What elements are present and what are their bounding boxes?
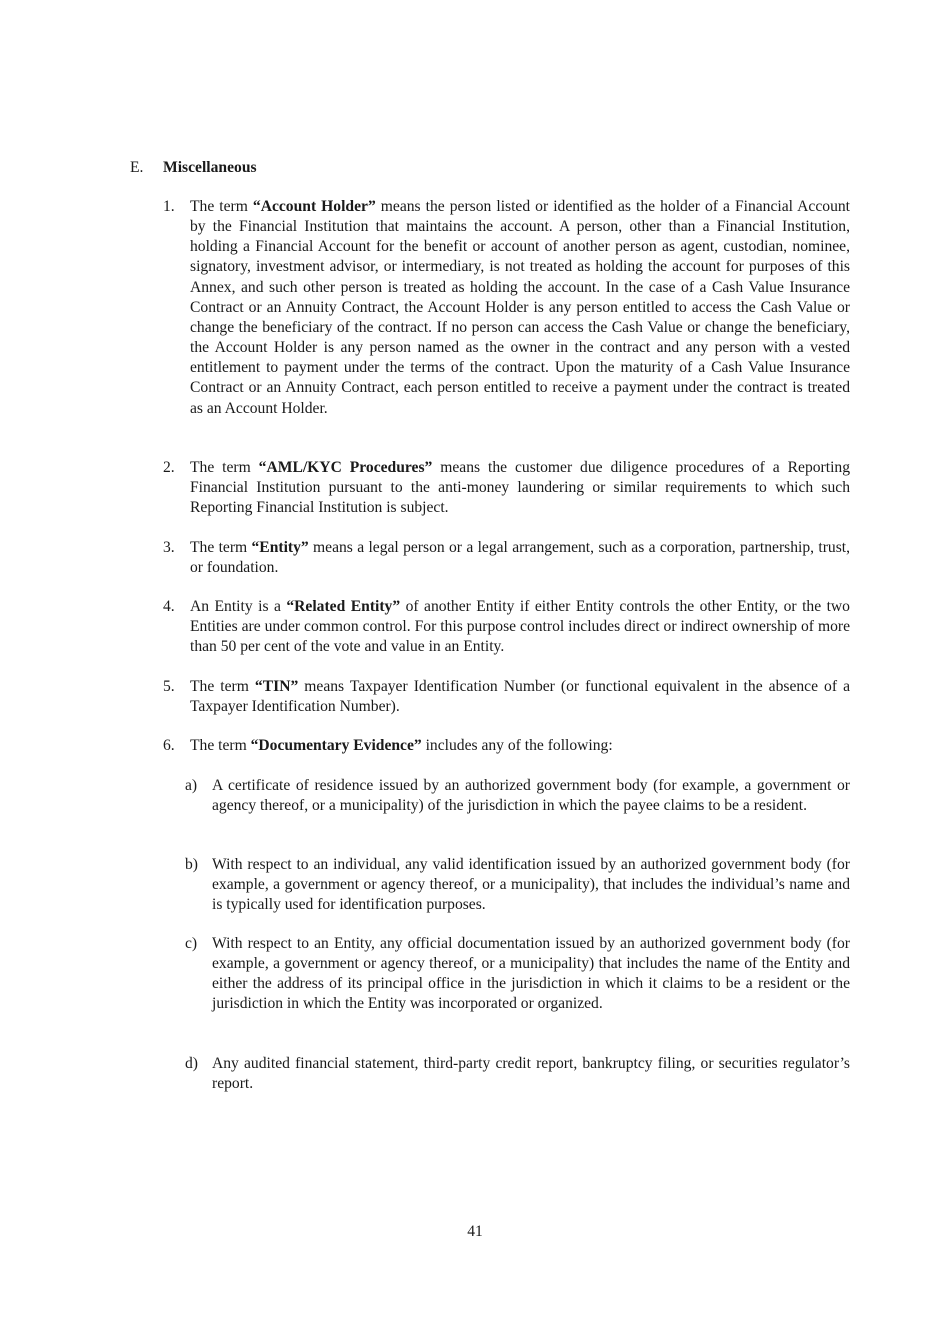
item-number: 3. — [163, 539, 175, 556]
evidence-subitem-a — [185, 776, 850, 816]
item-body-text: means Taxpayer Identification Number (or functional equivalent in the absence of a Taxpayer Identification Number). — [190, 678, 850, 716]
defined-term: “TIN” — [254, 678, 299, 695]
item-number: 6. — [163, 737, 175, 754]
defined-term: “Entity” — [251, 539, 309, 556]
defined-term: “Documentary Evidence” — [250, 737, 422, 754]
subitem-letter: b) — [185, 856, 198, 873]
item-lead-text: An Entity is a — [190, 598, 287, 615]
item-lead-text: The term — [190, 539, 252, 556]
evidence-subitem-b — [185, 855, 850, 915]
item-lead-text: The term — [190, 678, 255, 695]
defined-term: “Related Entity” — [286, 598, 401, 615]
item-body-text: of another Entity if either Entity controls the other Entity, or the two Entities are under common control. For this purpose control includes direct or indirect ownership of more than 50 per cent of the vote and value in an Entity. — [190, 598, 850, 656]
subitem-letter: d) — [185, 1055, 198, 1072]
evidence-subitem-c — [185, 934, 850, 1015]
subitem-letter: c) — [185, 935, 198, 952]
defined-term: “AML/KYC Procedures” — [258, 459, 433, 476]
definition-item-documentary-evidence — [163, 736, 850, 756]
section-letter: E. — [130, 159, 144, 176]
defined-term: “Account Holder” — [252, 198, 376, 215]
definition-item-tin — [163, 677, 850, 717]
subitem-text: With respect to an individual, any valid identification issued by an authorized government body (for example, a government or agency thereof, or a municipality), that includes the individual’s name and is typically used for identification purposes. — [212, 856, 850, 914]
subitem-text: Any audited financial statement, third-party credit report, bankruptcy filing, or securities regulator’s report. — [212, 1055, 850, 1093]
item-body-text: includes any of the following: — [421, 737, 613, 754]
item-number: 4. — [163, 598, 175, 615]
evidence-subitem-d — [185, 1054, 850, 1094]
subitem-text: A certificate of residence issued by an authorized government body (for example, a government or agency thereof, or a municipality) of the jurisdiction in which the payee claims to be a resident. — [212, 777, 850, 815]
item-lead-text: The term — [190, 459, 259, 476]
item-body-text: means the person listed or identified as the holder of a Financial Account by the Financial Institution that maintains the account. A person, other than a Financial Institution, holding a Financial Account for the benefit or account of another person as agent, custodian, nominee, signatory, investment advisor, or intermediary, is not treated as holding the account for purposes of this Annex, and such other person is treated as holding the account. In the case of a Cash Value Insurance Contract or an Annuity Contract, the Account Holder is any person entitled to access the Cash Value or change the beneficiary of the contract. If no person can access the Cash Value or change the beneficiary, the Account Holder is any person named as the owner in the contract and any person with a vested entitlement to payment under the terms of the contract. Upon the maturity of a Cash Value Insurance Contract or an Annuity Contract, each person entitled to receive a payment under the contract is treated as an Account Holder. — [190, 198, 850, 417]
item-number: 2. — [163, 459, 175, 476]
item-lead-text: The term — [190, 198, 253, 215]
definition-item-aml-kyc — [163, 458, 850, 518]
item-number: 1. — [163, 198, 175, 215]
definition-item-entity — [163, 538, 850, 578]
section-heading — [130, 158, 257, 178]
definition-item-account-holder — [163, 197, 850, 419]
item-lead-text: The term — [190, 737, 251, 754]
item-number: 5. — [163, 678, 175, 695]
item-body-text: means a legal person or a legal arrangement, such as a corporation, partnership, trust, or foundation. — [190, 539, 850, 577]
item-body-text: means the customer due diligence procedures of a Reporting Financial Institution pursuant to the anti-money laundering or similar requirements to which such Reporting Financial Institution is subject. — [190, 459, 850, 517]
page-number: 41 — [467, 1223, 483, 1240]
subitem-letter: a) — [185, 777, 198, 794]
definition-item-related-entity — [163, 597, 850, 657]
section-title: Miscellaneous — [163, 159, 257, 176]
subitem-text: With respect to an Entity, any official documentation issued by an authorized government body (for example, a government or agency thereof, or a municipality) that includes the name of the Entity and either the address of its principal office in the jurisdiction in which it claims to be a resident or the jurisdiction in which the Entity was incorporated or organized. — [212, 935, 850, 1013]
